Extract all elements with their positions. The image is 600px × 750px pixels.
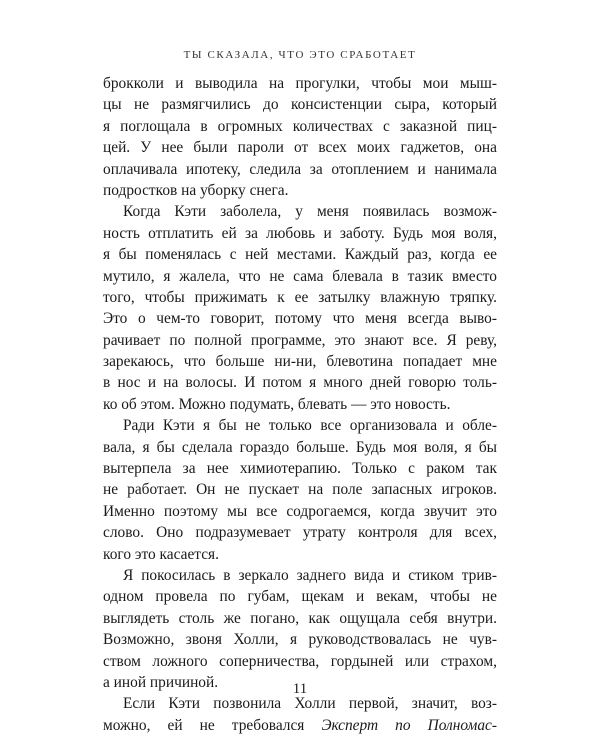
text-line: ко об этом. Можно подумать, блевать — это новость. <box>103 395 451 413</box>
text-span: можно, ей не требовался <box>103 716 322 734</box>
text-line: мутило, я жалела, что не сама блевала в тазик вместо <box>103 267 497 285</box>
running-head: ТЫ СКАЗАЛА, ЧТО ЭТО СРАБОТАЕТ <box>183 49 417 61</box>
text-line: одном провела по губам, щекам и векам, чтобы не <box>103 588 497 606</box>
text-line: рачивает по полной программе, это знают все. Я реву, <box>103 331 497 349</box>
text-line: в нос и на волосы. И потом я много дней говорю толь- <box>103 374 497 392</box>
paragraph <box>103 201 497 415</box>
text-line: Когда Кэти заболела, у меня появилась возмож- <box>123 203 497 221</box>
body-text <box>103 73 497 736</box>
text-line: вытерпела за нее химиотерапию. Только с раком так <box>103 460 497 478</box>
text-line: цей. У нее были пароли от всех моих гаджетов, она <box>103 139 497 157</box>
text-line: вала, я бы сделала гораздо больше. Будь моя воля, я бы <box>103 438 497 456</box>
text-line: Если Кэти позвонила Холли первой, значит, воз- <box>123 695 497 713</box>
paragraph <box>103 73 497 201</box>
text-line: не работает. Он не пускает на поле запасных игроков. <box>103 481 497 499</box>
text-line: Ради Кэти я бы не только все организовала и обле- <box>123 417 497 435</box>
text-line: я поглощала в огромных количествах с заказной пиц- <box>103 117 497 135</box>
text-line: Это о чем-то говорит, потому что меня всегда выво- <box>103 310 497 328</box>
paragraph <box>103 565 497 693</box>
text-line: кого это касается. <box>103 545 219 563</box>
text-line: брокколи и выводила на прогулки, чтобы мои мыш- <box>103 75 497 92</box>
text-line: Возможно, звоня Холли, я руководствовалась не чув- <box>103 631 497 649</box>
page-number: 11 <box>292 681 308 697</box>
text-line: а иной причиной. <box>103 673 219 691</box>
text-line: выглядеть столь же погано, как ощущала себя внутри. <box>103 609 497 627</box>
text-line: ством ложного соперничества, гордыней или страхом, <box>103 652 497 670</box>
text-line: слово. Оно подразумевает утрату контроля для всех, <box>103 524 497 542</box>
text-line: Именно поэтому мы все содрогаемся, когда звучит это <box>103 502 497 520</box>
text-line: ность отплатить ей за любовь и заботу. Будь моя воля, <box>103 224 497 242</box>
paragraph <box>103 415 497 565</box>
text-line: подростков на уборку снега. <box>103 181 289 199</box>
text-line: того, чтобы прижимать к ее затылку влажную тряпку. <box>103 288 497 306</box>
text-line: Я покосилась в зеркало заднего вида и стиком трив- <box>123 566 497 584</box>
book-title-italic: Эксперт по Полномас- <box>321 716 497 734</box>
text-line: я бы поменялась с ней местами. Каждый раз, когда ее <box>103 246 497 264</box>
text-line: оплачивала ипотеку, следила за отоплением и нанимала <box>103 160 497 178</box>
text-line: зарекаюсь, что больше ни-ни, блевотина попадает мне <box>103 353 497 371</box>
text-line: цы не размягчились до консистенции сыра, который <box>103 96 497 114</box>
text-line <box>103 715 497 736</box>
paragraph <box>103 693 497 736</box>
